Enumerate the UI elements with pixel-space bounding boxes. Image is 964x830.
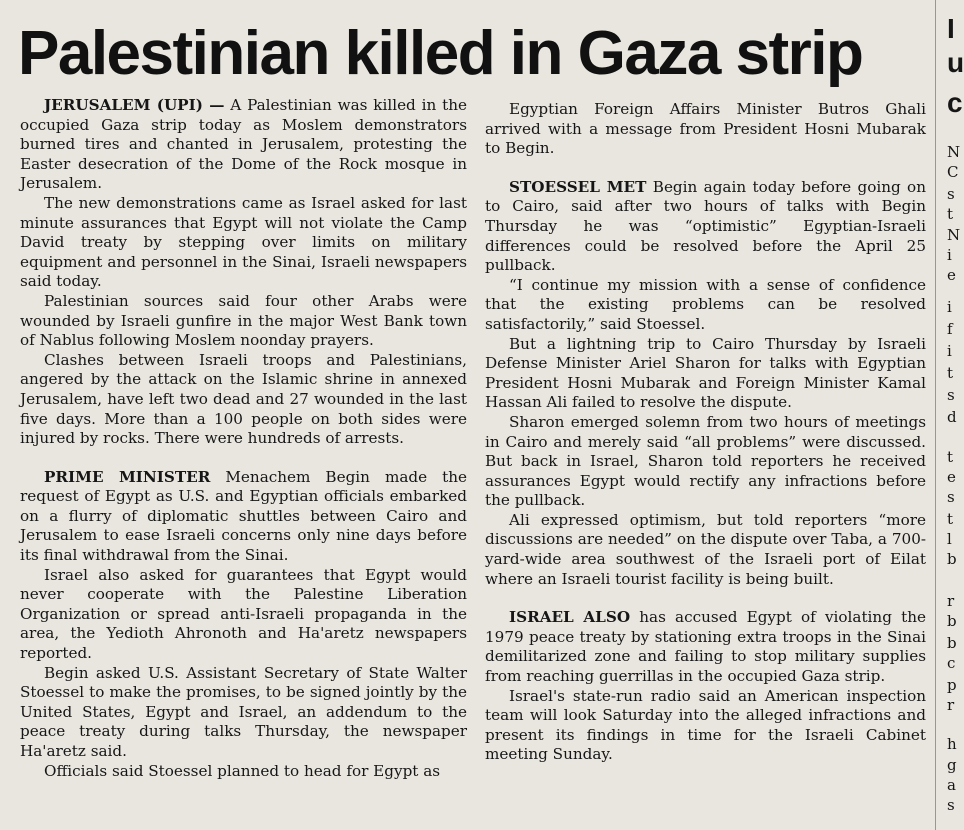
edge-letter: s: [947, 386, 955, 404]
paragraph: [485, 335, 926, 413]
paragraph-text: Begin asked U.S. Assistant Secretary of State Walter Stoessel to make the promises, to be signed jointly by the United States, Egypt and Israel, an addendum to the peace treaty during talks Thursday, the newspaper Ha'aretz said.: [20, 663, 467, 760]
paragraph-text: Officials said Stoessel planned to head for Egypt as: [44, 761, 441, 780]
edge-letter: h: [947, 735, 957, 753]
edge-letter: s: [947, 488, 955, 506]
edge-letter: i: [947, 246, 952, 264]
paragraph-lead: JERUSALEM (UPI) —: [44, 96, 225, 114]
paragraph: [20, 194, 467, 292]
paragraph: [485, 178, 926, 276]
paragraph-text: Ali expressed optimism, but told reporters “more discussions are needed” on the dispute over Taba, a 700-yard-wide area southwest of the Israeli port of Eilat where an Israeli tourist facility is being built.: [485, 510, 926, 588]
adjacent-article-edge: [944, 0, 962, 830]
edge-letter: t: [947, 510, 954, 528]
paragraph-text: A Palestinian was killed in the occupied Gaza strip today as Moslem demonstrators burned tires and chanted in Jerusalem, protesting the Easter desecration of the Dome of the Rock mosque in Jerusalem.: [20, 96, 467, 193]
edge-letter: g: [947, 756, 957, 774]
paragraph: [485, 687, 926, 765]
paragraph: [20, 566, 467, 664]
edge-letter: i: [947, 342, 952, 360]
paragraph-text: Palestinian sources said four other Arabs were wounded by Israeli gunfire in the major West Bank town of Nablus following Moslem noonday prayers.: [20, 291, 467, 350]
edge-letter: l: [947, 530, 952, 548]
edge-letter: s: [947, 796, 955, 814]
edge-letter: t: [947, 448, 954, 466]
paragraph-text: “I continue my mission with a sense of confidence that the existing problems can be resolved satisfactorily,” said Stoessel.: [485, 275, 926, 333]
edge-letter: r: [947, 592, 955, 610]
edge-letter: N: [947, 143, 961, 161]
edge-letter: d: [947, 408, 957, 426]
paragraph-text: Menachem Begin made the request of Egypt as U.S. and Egyptian officials embarked on a flurry of diplomatic shuttles between Cairo and Jerusalem to ease Israeli concerns only nine days before its final withdrawal from the Sinai.: [20, 467, 467, 565]
edge-letter: N: [947, 226, 961, 244]
paragraph-text: But a lightning trip to Cairo Thursday by Israeli Defense Minister Ariel Sharon for talks with Egyptian President Hosni Mubarak and Foreign Minister Kamal Hassan Ali failed to resolve the dispute.: [485, 334, 926, 412]
edge-letter: c: [947, 87, 963, 118]
paragraph-lead: ISRAEL ALSO: [509, 608, 631, 627]
paragraph-text: Egyptian Foreign Affairs Minister Butros Ghali arrived with a message from President Hosni Mubarak to Begin.: [485, 100, 926, 158]
paragraph-text: Sharon emerged solemn from two hours of meetings in Cairo and merely said “all problems” were discussed. But back in Israel, Sharon told reporters he received assurances Egypt would rectify any infractions before the pullback.: [485, 412, 926, 510]
edge-letter: f: [947, 320, 953, 338]
edge-letter: C: [947, 163, 959, 181]
paragraph-lead: STOESSEL MET: [509, 177, 647, 196]
edge-letter: c: [947, 654, 956, 672]
paragraph: [20, 292, 467, 351]
paragraph: [20, 351, 467, 449]
edge-letter: b: [947, 550, 957, 568]
article-column-1: [20, 96, 467, 826]
edge-letter: I: [947, 13, 955, 44]
edge-letter: i: [947, 298, 952, 316]
edge-letter: s: [947, 185, 955, 203]
paragraph-text: Begin again today before going on to Cairo, said after two hours of talks with Begin Thursday he was “optimistic” Egyptian-Israeli differences could be resolved before the April 25 pullback.: [485, 177, 926, 275]
paragraph: [20, 762, 467, 782]
edge-letter: b: [947, 634, 957, 652]
edge-letter: r: [947, 696, 955, 714]
edge-letter: e: [947, 468, 956, 486]
column-divider: [935, 0, 936, 830]
paragraph-text: Clashes between Israeli troops and Palestinians, angered by the attack on the Islamic shrine in annexed Jerusalem, have left two dead and 27 wounded in the last five days. More than a 100 people on both sides were injured by rocks. There were hundreds of arrests.: [20, 350, 467, 448]
paragraph: [20, 96, 467, 194]
paragraph-text: Israel's state-run radio said an American inspection team will look Saturday into the alleged infractions and present its findings in time for the Israeli Cabinet meeting Sunday.: [485, 686, 926, 764]
edge-letter: p: [947, 676, 957, 694]
paragraph-lead: PRIME MINISTER: [44, 467, 211, 486]
paragraph-text: Israel also asked for guarantees that Egypt would never cooperate with the Palestine Liberation Organization or spread anti-Israeli propaganda in the area, the Yedioth Ahronoth and Ha'aretz newspapers reported.: [20, 565, 467, 663]
paragraph: [485, 276, 926, 335]
edge-letter: t: [947, 205, 954, 223]
article-column-2: [485, 100, 926, 790]
paragraph: [20, 468, 467, 566]
headline: Palestinian killed in Gaza strip: [18, 19, 863, 88]
edge-letter: u: [947, 47, 964, 78]
edge-letter: a: [947, 776, 956, 794]
edge-letter: e: [947, 266, 956, 284]
paragraph-text: has accused Egypt of violating the 1979 peace treaty by stationing extra troops in the Sinai demilitarized zone and failing to stop military supplies from reaching guerrillas in the occupied Gaza strip.: [485, 608, 926, 686]
edge-letter: t: [947, 364, 954, 382]
paragraph: [485, 100, 926, 159]
edge-letter: b: [947, 612, 957, 630]
paragraph: [485, 413, 926, 511]
paragraph: [485, 608, 926, 686]
paragraph: [485, 511, 926, 589]
paragraph-text: The new demonstrations came as Israel asked for last minute assurances that Egypt will not violate the Camp David treaty by stepping over limits on military equipment and personnel in the Sinai, Israeli newspapers said today.: [20, 193, 467, 291]
paragraph: [20, 664, 467, 762]
